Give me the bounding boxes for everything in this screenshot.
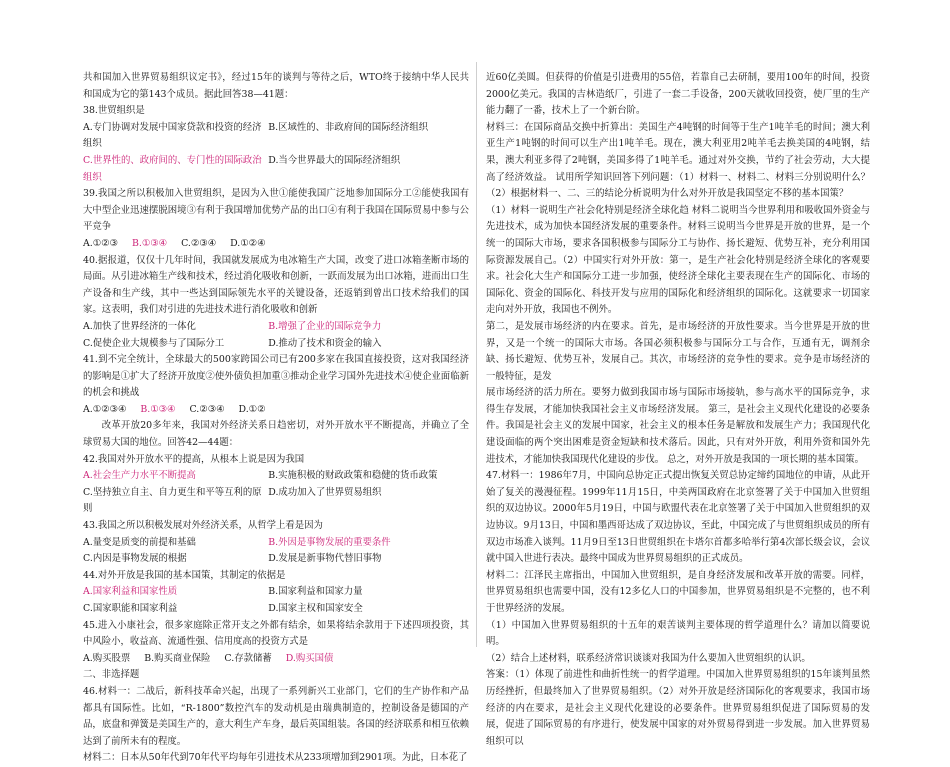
- option: A.量变是质变的前提和基础: [83, 536, 196, 548]
- option-highlighted: B.①③④: [140, 403, 176, 415]
- option-highlighted: B.增强了企业的国际竞争力: [268, 320, 382, 332]
- option-group: [83, 402, 469, 419]
- option: A.专门协调对发展中国家贷款和投资的经济组织: [83, 121, 262, 150]
- paragraph-q43: 43.我国之所以积极发展对外经济关系，从哲学上看是因为: [83, 520, 323, 532]
- paragraph-r1: 近60亿美圆。但获得的价值是引进费用的55倍，若靠自己去研制，要用100年的时间，投资2000亿美元。我国的吉林造纸厂，引进了一套二手设备，200天就收回投资，使厂里的生产能力翻了一番，技术上了一个新台阶。: [486, 72, 870, 117]
- paragraph-r8: （1）中国加入世界贸易组织的十五年的艰苦谈判主要体现的哲学道理什么？请加以简要说明。: [486, 619, 870, 648]
- paragraph-r10: 答案：（1）体现了前进性和曲折性统一的哲学道理。中国加入世界贸易组织的15年谈判虽然历经挫折，但最终加入了世界贸易组织。（2）对外开放是经济国际化的客观要求，我国市场经济的内在要求，是社会主义现代化建设的必要条件。世界贸易组织促进了国际贸易的发展，促进了国际贸易的有序进行，使发展中国家的对外贸易得到进一步发展。加入世界贸易组织可以: [486, 669, 870, 747]
- option-highlighted: A.国家利益和国家性质: [83, 586, 178, 598]
- option-group: [83, 236, 469, 253]
- right-column: [486, 70, 870, 750]
- option: A.购买股票: [83, 652, 131, 664]
- option: C.内因是事物发展的根据: [83, 553, 187, 565]
- left-column: [83, 70, 469, 767]
- option: A.加快了世界经济的一体化: [83, 320, 196, 332]
- paragraph-q42: 42.我国对外开放水平的提高，从根本上说是因为我国: [83, 453, 305, 465]
- paragraph-r5: 展市场经济的活力所在。要努力做到我国市场与国际市场接轨，参与高水平的国际竞争，求得生存发展，才能加快我国社会主义市场经济发展。 第三，是社会主义现代化建设的必要条件。我国是社会主义的发展中国家，社会主义的根本任务是解放和发展生产力；我国现代化建设面临的两个突出困难是资金短缺和技术落后。因此，只有对外开放，利用外资和国外先进技术，才能加快我国现代化建设的步伐。 总之，对外开放是我国的一项长期的基本国策。: [486, 387, 870, 465]
- paragraph-r7: 材料二：江泽民主席指出，中国加入世贸组织，是自身经济发展和改革开放的需要。同样，世界贸易组织也需要中国，没有12多亿人口的中国参加，世界贸易组织是不完整的，也不利于世界经济的发展。: [486, 569, 870, 614]
- paragraph-q46: 46.材料一：二战后，新科技革命兴起，出现了一系列新兴工业部门，它们的生产协作和产品都具有国际性。比如，“R-1800”数控汽车的发动机是由瑞典制造的，控制设备是德国的产品，底盘和弹簧是美国生产的，意大利生产车身，最后英国组装。各国的经济联系和相互依赖达到了前所未有的程度。: [83, 685, 469, 747]
- option: B.实施积极的财政政策和稳健的货币政策: [268, 470, 438, 482]
- option: D.国家主权和国家安全: [268, 603, 363, 614]
- paragraph-q40: 40.据报道，仅仅十几年时间，我国就发展成为电冰箱生产大国，改变了进口冰箱垄断市场的局面。从引进冰箱生产线和技术，经过消化吸收和创新，一跃而发展为出口冰箱，进而出口生产设备和生产线，其中一些达到国际领先水平的关键设备，还返销到曾出口技术给我们的国家。这表明，我们对引进的先进技术进行消化吸收和创新: [83, 254, 469, 316]
- option-group: [83, 319, 469, 352]
- paragraph-r2: 材料三：在国际商品交换中折算出：美国生产4吨钢的时间等于生产1吨羊毛的时间；澳大利亚生产1吨钢的时间可以生产出1吨羊毛。现在，澳大利亚用2吨羊毛去换美国的4吨钢，结果，澳大利亚多得了2吨钢，美国多得了1吨羊毛。通过对外交换，节约了社会劳动，大大提高了经济效益。 试用所学知识回答下列问题：（1）材料一、材料二、材料三分别说明什么？（2）根据材料一、二、三的结论分析说明为什么对外开放是我国坚定不移的基本国策？: [486, 121, 870, 200]
- option: D.成功加入了世界贸易组织: [268, 486, 382, 498]
- option: D.①②④: [230, 237, 266, 249]
- option: D.推动了技术和资金的输入: [268, 337, 382, 349]
- option: B.购买商业保险: [144, 652, 211, 664]
- paragraph-r4: 第二，是发展市场经济的内在要求。首先，是市场经济的开放性要求。当今世界是开放的世界，又是一个统一的国际大市场。各国必须积极参与国际分工与合作，互通有无，调剂余缺、扬长避短、优势互补，发展自己。其次，市场经济的竞争性的要求。竞争是市场经济的一般特征，是发: [486, 320, 870, 382]
- option-group: [83, 120, 469, 186]
- option: C.坚持独立自主、自力更生和平等互利的原则: [83, 486, 262, 515]
- paragraph-r6: 47.材料一：1986年7月，中国向总协定正式提出恢复关贸总协定缔约国地位的申请，从此开始了复关的漫漫征程。1999年11月15日，中美两国政府在北京签署了关于中国加入世贸组织的双边协议。2000年5月19日，中国与欧盟代表在北京签署了关于中国加入世贸组织的双边协议。9月13日，中国和墨西哥达成了双边协议，至此，中国完成了与世贸组织成员的所有双边市场准入谈判。11月9日至13日世贸组织在卡塔尔首都多哈举行第4次部长级会议，会议就中国入世进行表决。最终中国成为世界贸易组织的正式成员。: [486, 470, 870, 565]
- paragraph-r9: （2）结合上述材料，联系经济常识谈谈对我国为什么要加入世贸组织的认识。: [486, 652, 811, 664]
- option: C.促使企业大规模参与了国际分工: [83, 337, 225, 349]
- option-group: [83, 468, 469, 518]
- option-group: [83, 584, 469, 617]
- paragraph-intro: 共和国加入世界贸易组织议定书》，经过15年的谈判与等待之后，WTO终于接纳中华人民共和国成为它的第143个成员。据此回答38—41题：: [83, 72, 469, 100]
- option-group: [83, 651, 469, 668]
- option: B.国家利益和国家力量: [268, 586, 363, 598]
- paragraph-sec2: 二、非选择题: [83, 669, 140, 681]
- option: A.①②③④: [83, 403, 127, 415]
- paragraph-q44: 44.对外开放是我国的基本国策，其制定的依据是: [83, 569, 286, 581]
- option-highlighted: B.①③④: [131, 237, 168, 249]
- paragraph-mat42: 改革开放20多年来，我国对外经济关系日趋密切，对外开放水平不断提高，并确立了全球贸易大国的地位。回答42—44题：: [83, 420, 469, 449]
- paragraph-q38: 38.世贸组织是: [83, 105, 145, 117]
- paragraph-q45: 45.进入小康社会，很多家庭除正常开支之外都有结余，如果将结余款用于下述四项投资，其中风险小，收益高、流通性强、信用度高的投资方式是: [83, 619, 469, 648]
- option: D.当今世界最大的国际经济组织: [268, 154, 401, 166]
- paragraph-q41: 41.到不完全统计，全球最大的500家跨国公司已有200多家在我国直接投资，这对我国经济的影响是①扩大了经济开放度②使外债负担加重③推动企业学习国外先进技术④使企业面临新的机会和挑战: [83, 354, 469, 399]
- column-divider: [476, 62, 477, 647]
- option: C.②③④: [181, 237, 217, 249]
- paragraph-q39: 39.我国之所以积极加入世贸组织，是因为入世①能使我国广泛地参加国际分工②能使我国有大中型企业迅速摆脱困境③有利于我国增加优势产品的出口④有利于我国在国际贸易中参与公平竞争: [83, 188, 469, 233]
- paragraph-mat2: 材料二：日本从50年代到70年代平均每年引进技术从233项增加到2901项。为此，日本花了: [83, 752, 468, 764]
- option: B.区域性的、非政府间的国际经济组织: [268, 121, 429, 133]
- option: C.国家职能和国家利益: [83, 603, 178, 614]
- option-group: [83, 535, 469, 568]
- paragraph-r3: （1）材料一说明生产社会化特别是经济全球化趋 材料二说明当今世界利用和吸收国外资金与先进技术，成为加快本国经济发展的重要条件。材料三说明当今世界是开放的世界，是一个统一的国际大市场，要求各国积极参与国际分工与协作、扬长避短、优势互补，充分利用国际资源发展自己。（2）中国实行对外开放：第一，是生产社会化特别是经济全球化的客观要求。社会化大生产和国际分工进一步加强，使经济全球化主要表现在生产的国际化、市场的国际化、资金的国际化、科技开发与应用的国际化和经济组织的国际化。这就要求一切国家走向对外开放，我国也不例外。: [486, 204, 870, 316]
- option: A.①②③: [83, 237, 118, 249]
- option: D.①②: [238, 403, 266, 415]
- option-highlighted: D.购买国债: [285, 652, 334, 664]
- option-highlighted: B.外因是事物发展的重要条件: [268, 536, 391, 548]
- option: C.②③④: [189, 403, 225, 415]
- option: C.存款储蓄: [224, 652, 272, 664]
- option: D.发展是新事物代替旧事物: [268, 553, 382, 565]
- option-highlighted: C.世界性的、政府间的、专门性的国际政治组织: [83, 154, 262, 183]
- option-highlighted: A.社会生产力水平不断提高: [83, 470, 196, 482]
